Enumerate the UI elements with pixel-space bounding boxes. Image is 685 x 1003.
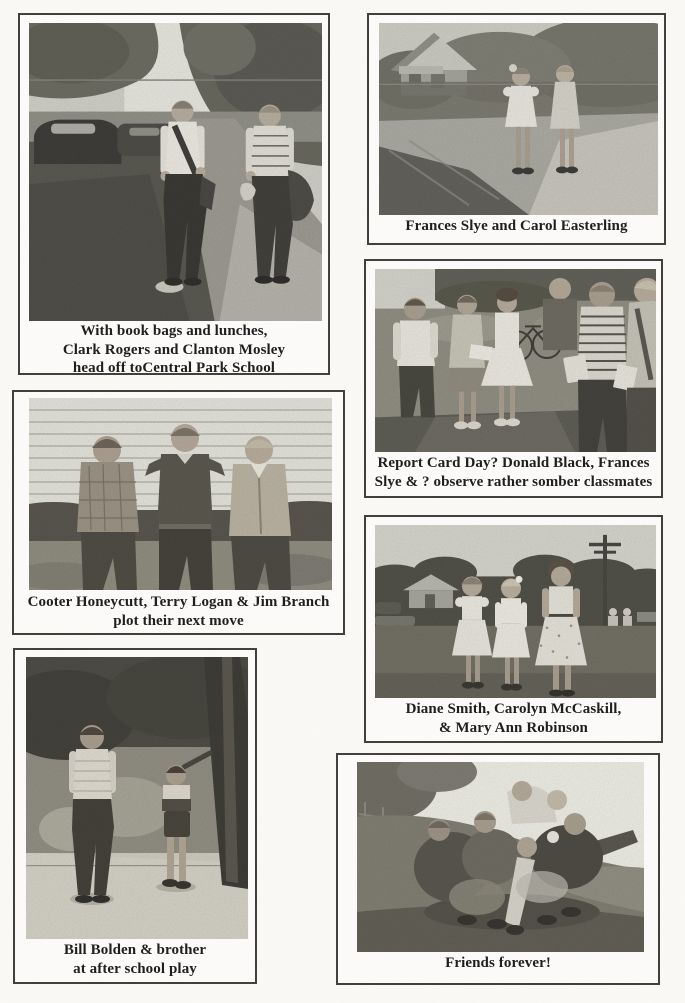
caption-line: Clark Rogers and Clanton Mosley — [62, 341, 286, 358]
photo-box-report-card-day — [364, 259, 663, 498]
caption-line: & Mary Ann Robinson — [438, 719, 588, 736]
caption-diane-carolyn-maryann — [368, 700, 659, 737]
photo-frances-carol — [379, 23, 658, 215]
photo-clark-clanton — [29, 23, 322, 321]
caption-clark-clanton — [22, 322, 326, 378]
caption-bill-bolden — [17, 941, 253, 978]
caption-report-card-day — [368, 454, 659, 491]
photo-box-clark-clanton — [18, 13, 330, 375]
caption-frances-carol — [371, 217, 662, 236]
caption-line: plot their next move — [113, 612, 244, 629]
caption-line: Friends forever! — [445, 955, 551, 971]
caption-line: Frances Slye and Carol Easterling — [405, 218, 628, 234]
caption-line: head off toCentral Park School — [72, 360, 276, 376]
photo-box-cooter-terry-jim — [12, 390, 345, 635]
photo-clark-clanton-illustration — [29, 23, 322, 321]
photo-cooter-terry-jim-illustration — [29, 398, 332, 590]
photo-box-diane-carolyn-maryann — [364, 515, 663, 743]
photo-bill-bolden — [26, 657, 248, 939]
photo-frances-carol-illustration — [379, 23, 658, 215]
caption-friends-forever — [340, 954, 656, 973]
caption-line: Report Card Day? Donald Black, Frances — [377, 455, 650, 471]
caption-line: Diane Smith, Carolyn McCaskill, — [405, 701, 622, 717]
caption-line: at after school play — [73, 960, 197, 977]
photo-report-card-day — [375, 269, 656, 452]
photo-friends-forever — [357, 762, 644, 952]
photo-box-frances-carol — [367, 13, 666, 245]
photo-report-card-day-illustration — [375, 269, 656, 452]
photo-box-bill-bolden — [13, 648, 257, 984]
caption-line: With book bags and lunches, — [80, 323, 268, 339]
caption-line: Bill Bolden & brother — [63, 942, 207, 958]
photo-cooter-terry-jim — [29, 398, 332, 590]
photo-bill-bolden-illustration — [26, 657, 248, 939]
caption-line: Slye & ? observe rather somber classmates — [374, 473, 653, 490]
caption-cooter-terry-jim — [16, 593, 341, 630]
photo-diane-carolyn-maryann — [375, 525, 656, 698]
photo-box-friends-forever — [336, 753, 660, 985]
photo-diane-carolyn-maryann-illustration — [375, 525, 656, 698]
photo-friends-forever-illustration — [357, 762, 644, 952]
caption-line: Cooter Honeycutt, Terry Logan & Jim Branch — [27, 594, 330, 610]
